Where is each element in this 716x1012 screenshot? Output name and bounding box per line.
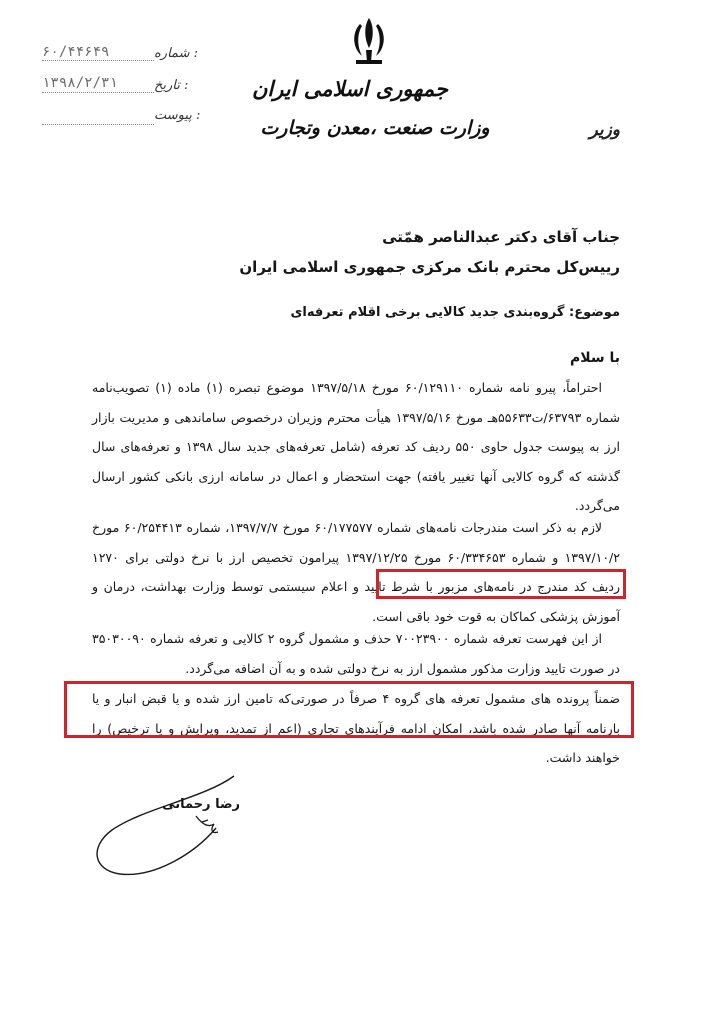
attachment-label: پیوست : — [154, 108, 201, 123]
national-emblem-icon — [346, 14, 392, 66]
minister-label: وزیر — [589, 120, 620, 140]
greeting: با سلام — [569, 350, 620, 366]
recipient-name: جناب آقای دکتر عبدالناصر همّتی — [382, 228, 620, 246]
recipient-title: رییس‌کل محترم بانک مرکزی جمهوری اسلامی ایران — [239, 258, 620, 276]
date-label: تاریخ : — [154, 78, 189, 93]
paragraph-3: از این فهرست تعرفه شماره ۷۰۰۲۳۹۰۰ حذف و مشمول گروه ۲ کالایی و تعرفه شماره ۳۵۰۳۰۰۹۰ در صورت تایید وزارت مذکور مشمول ارز به نرخ دولتی شده و به آن اضافه می‌گردد. — [92, 631, 620, 676]
paragraph-4: ضمناً پرونده های مشمول تعرفه های گروه ۴ صرفاً در صورتی‌که تامین ارز شده و یا قبض انبار و یا بارنامه آنها صادر شده باشد، امکان ادامه فرآیندهای تجاری (اعم از تمدید، ویرایش و یا ترخیص) را خواهند داشت. — [92, 691, 620, 765]
paragraph-1: احتراماً، پیرو نامه شماره ۶۰/۱۲۹۱۱۰ مورخ ۱۳۹۷/۵/۱۸ موضوع تبصره (۱) ماده (۱) تصویب‌نامه شماره ۶۳۷۹۳/ت۵۵۶۳۳هـ مورخ ۱۳۹۷/۵/۱۶ هیأت محترم وزیران درخصوص ساماندهی و مدیریت بازار ارز به پیوست جدول حاوی ۵۵۰ ردیف کد تعرفه (شامل تعرفه‌های جدید سال ۱۳۹۸ و تعرفه‌های سال گذشته که گروه کالایی آنها تغییر یافته) جهت استحضار و اعمال در سامانه ارزی بانکی کشور ارسال می‌گردد. — [92, 380, 621, 513]
highlight-box-group-4 — [64, 681, 634, 738]
highlight-box-1270-codes — [376, 569, 626, 599]
date-line — [42, 92, 154, 93]
subject-line: موضوع: گروه‌بندی جدید کالایی برخی اقلام تعرفه‌ای — [290, 305, 620, 320]
government-title: جمهوری اسلامی ایران — [251, 76, 449, 101]
attachment-line — [42, 124, 154, 125]
meta-block — [36, 44, 206, 134]
signatory-name: رضا رحمانی — [162, 797, 240, 812]
number-label: شماره : — [154, 46, 198, 61]
paragraph-2: لازم به ذکر است مندرجات نامه‌های شماره ۶۰/۱۷۷۵۷۷ مورخ ۱۳۹۷/۷/۷، شماره ۶۰/۲۵۴۴۱۳ مورخ ۱۳۹۷/۱۰/۲ و شماره ۶۰/۳۳۴۶۵۳ مورخ ۱۳۹۷/۱۲/۲۵ پیرامون تخصیص ارز با نرخ دولتی برای ۱۲۷۰ ردیف کد مندرج در نامه‌های مزبور با شرط تایید و اعلام سیستمی توسط وزارت بهداشت، درمان و آموزش پزشکی کماکان به قوت خود باقی است. — [92, 520, 620, 624]
handwritten-signature — [84, 768, 254, 883]
number-line — [42, 60, 154, 61]
letter-date: ۱۳۹۸/۲/۳۱ — [42, 75, 118, 91]
letter-number: ۶۰/۴۴۶۴۹ — [42, 44, 110, 60]
ministry-title: وزارت صنعت ،معدن وتجارت — [260, 117, 490, 139]
